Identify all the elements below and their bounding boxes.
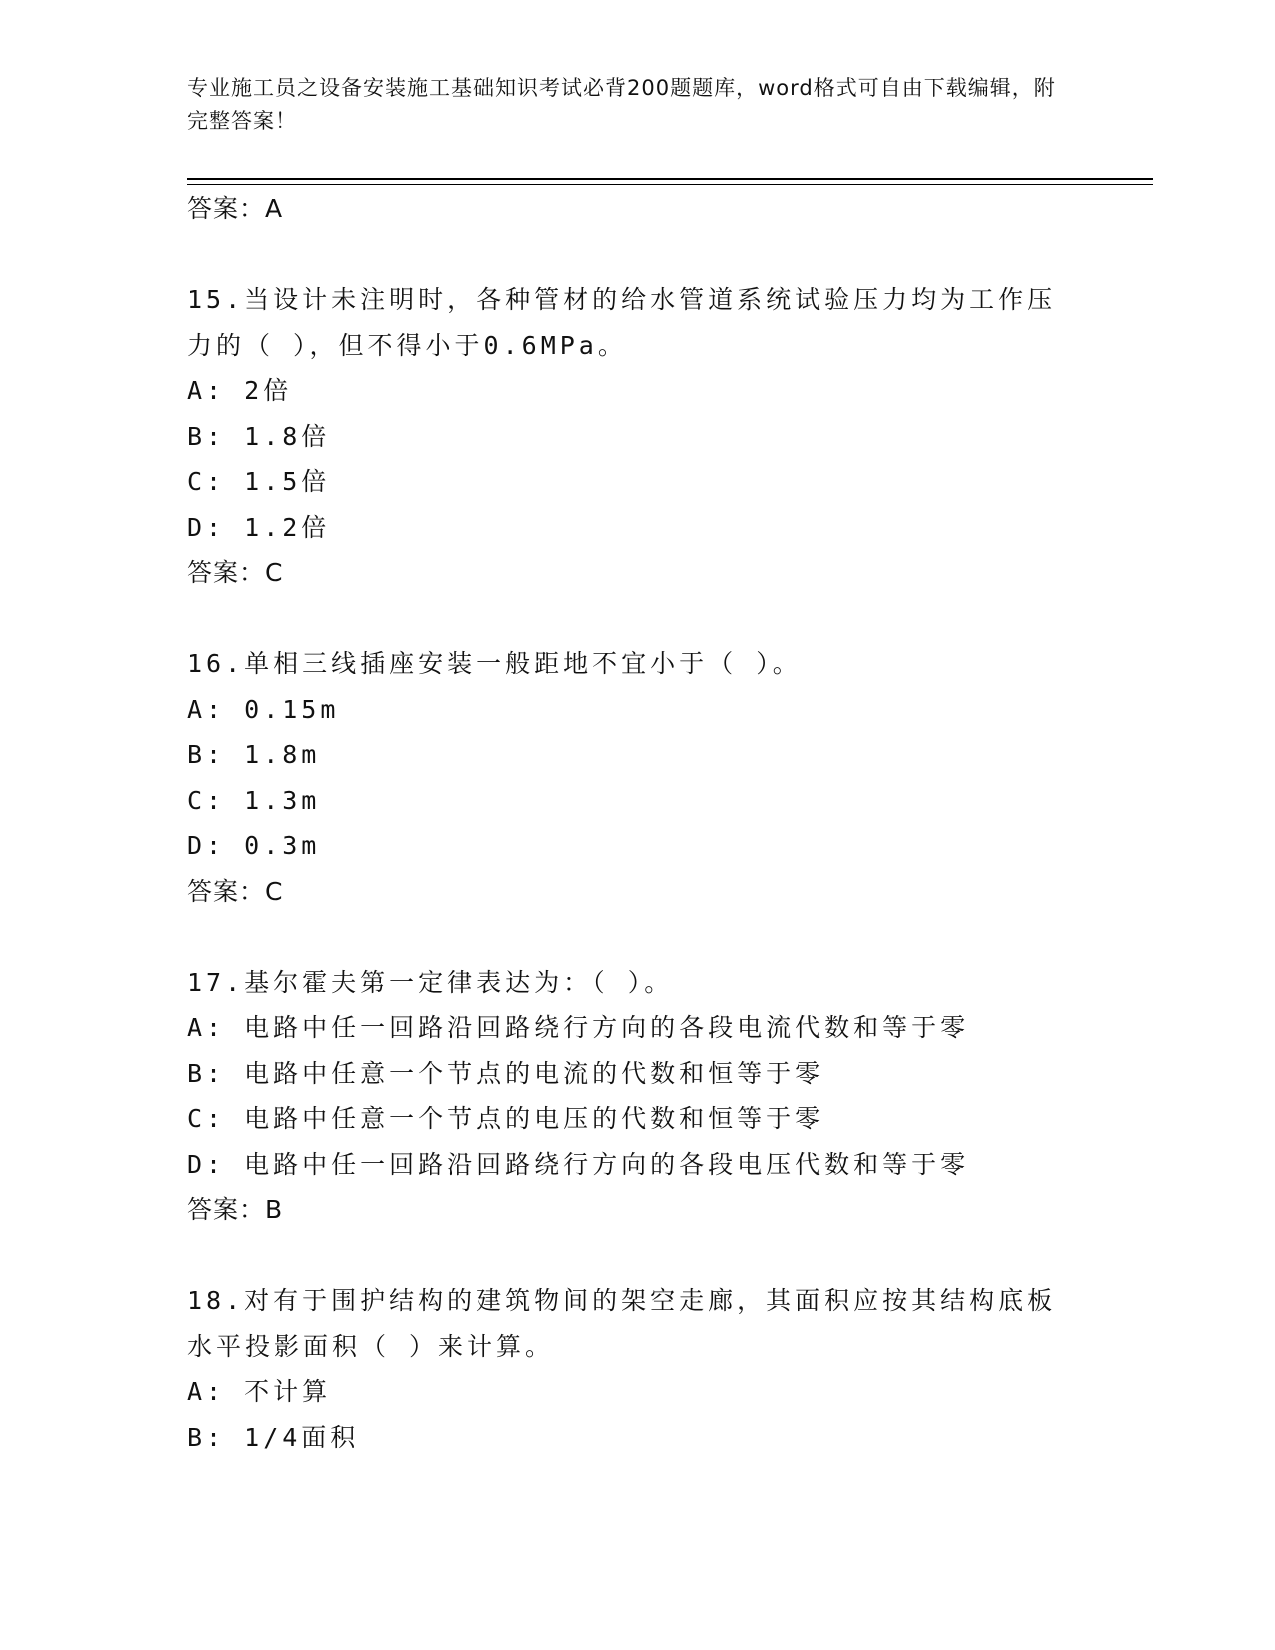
question-text: 15.当设计未注明时，各种管材的给水管道系统试验压力均为工作压力的（ ），但不得小于0.6MPa。 xyxy=(187,285,1057,360)
option-b: B: 1.8m xyxy=(187,740,321,769)
option-c: C: 1.5倍 xyxy=(187,467,331,496)
option-b: B: 电路中任意一个节点的电流的代数和恒等于零 xyxy=(187,1058,825,1088)
question-block xyxy=(187,641,1087,914)
answer-line: 答案：B xyxy=(187,1195,284,1224)
question-block xyxy=(187,277,1087,595)
option-a: A: 电路中任一回路沿回路绕行方向的各段电流代数和等于零 xyxy=(187,1013,970,1042)
option-c: C: 电路中任意一个节点的电压的代数和恒等于零 xyxy=(187,1104,825,1133)
option-d: D: 0.3m xyxy=(187,831,321,860)
question-text: 17.基尔霍夫第一定律表达为：（ ）。 xyxy=(187,967,674,997)
answer-line: 答案：A xyxy=(187,194,284,223)
question-block xyxy=(187,1278,1087,1460)
header-rule-thin xyxy=(187,184,1153,185)
answer-line: 答案：C xyxy=(187,558,284,587)
option-a: A: 2倍 xyxy=(187,376,293,405)
question-text: 18.对有于围护结构的建筑物间的架空走廊，其面积应按其结构底板水平投影面积（ ）来计算。 xyxy=(187,1286,1057,1361)
question-text: 16.单相三线插座安装一般距地不宜小于（ ）。 xyxy=(187,649,802,678)
question-block xyxy=(187,960,1087,1233)
document-header: 专业施工员之设备安装施工基础知识考试必背200题题库，word格式可自由下载编辑，附完整答案！ xyxy=(187,76,1056,133)
option-c: C: 1.3m xyxy=(187,785,321,815)
option-b: B: 1/4面积 xyxy=(187,1422,360,1452)
question-list xyxy=(187,186,1087,1460)
option-b: B: 1.8倍 xyxy=(187,421,331,451)
option-d: D: 电路中任一回路沿回路绕行方向的各段电压代数和等于零 xyxy=(187,1149,970,1179)
option-a: A: 0.15m xyxy=(187,694,340,724)
option-d: D: 1.2倍 xyxy=(187,512,331,542)
answer-line: 答案：C xyxy=(187,876,284,906)
option-a: A: 不计算 xyxy=(187,1377,332,1406)
header-rule-thick xyxy=(187,178,1153,180)
